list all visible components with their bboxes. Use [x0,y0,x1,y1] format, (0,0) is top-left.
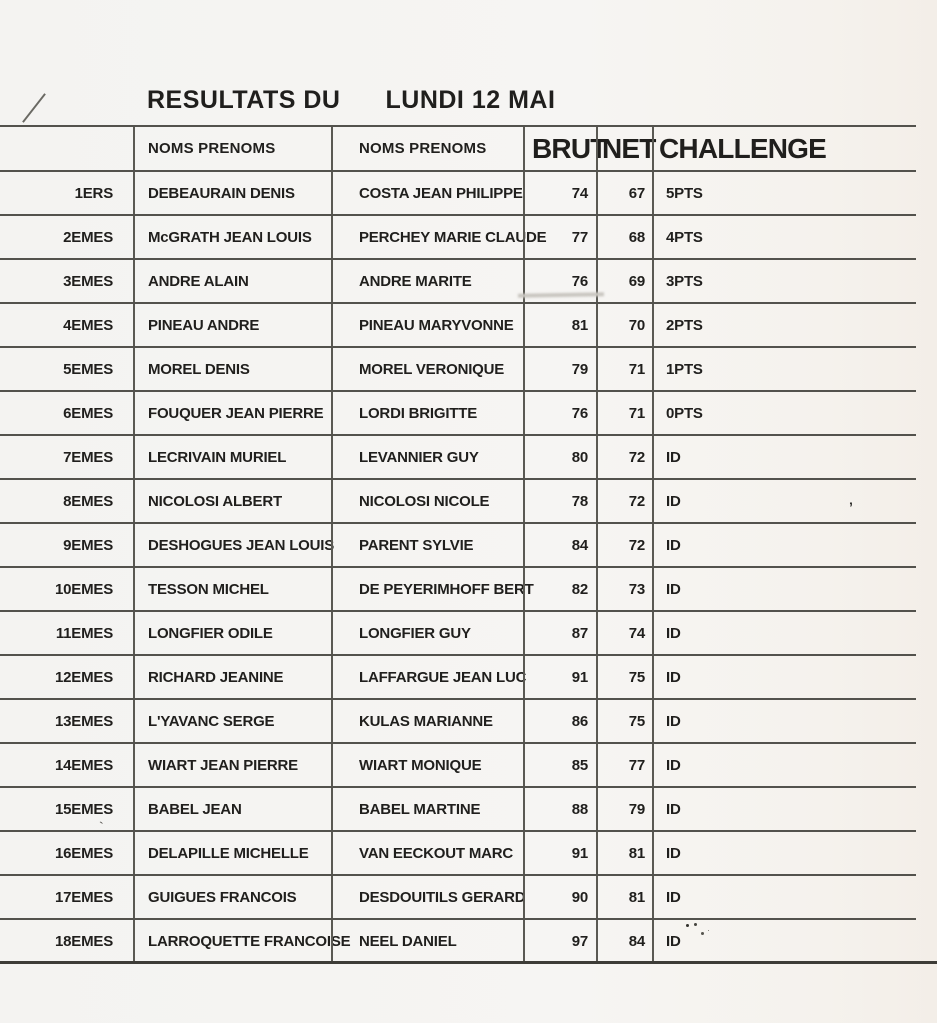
brut-score-cell: 91 [523,656,596,698]
player1-name-cell: LECRIVAIN MURIEL [133,436,331,478]
rank-cell: 16EMES [55,844,113,862]
challenge-cell: 2PTS [652,304,916,346]
stray-tick-mark: ՝ [99,819,106,835]
table-row [0,346,916,390]
brut-score-cell: 81 [523,304,596,346]
challenge-cell: 4PTS [652,216,916,258]
net-score-cell: 75 [596,700,652,742]
player2-name-cell: KULAS MARIANNE [331,700,523,742]
player1-name-cell: ANDRE ALAIN [133,260,331,302]
player1-name-cell: RICHARD JEANINE [133,656,331,698]
brut-score-cell: 78 [523,480,596,522]
rank-cell: 4EMES [63,316,113,334]
challenge-cell: ID [652,700,916,742]
table-row [0,610,916,654]
rank-cell: 17EMES [55,888,113,906]
player2-name-cell: DE PEYERIMHOFF BERT [331,568,523,610]
rank-cell: 14EMES [55,756,113,774]
challenge-column-header: CHALLENGE [652,127,916,170]
challenge-cell: ID [652,656,916,698]
rank-cell: 6EMES [63,404,113,422]
stray-apostrophe-mark: ’ [849,499,853,515]
player2-name-cell: NEEL DANIEL [331,920,523,962]
challenge-cell: ID [652,788,916,830]
brut-score-cell: 86 [523,700,596,742]
player2-name-cell: PERCHEY MARIE CLAUDE [331,216,523,258]
player2-name-cell: PINEAU MARYVONNE [331,304,523,346]
player2-name-cell: MOREL VERONIQUE [331,348,523,390]
table-row [0,434,916,478]
net-score-cell: 75 [596,656,652,698]
player1-column-header: NOMS PRENOMS [133,127,331,170]
net-score-cell: 72 [596,524,652,566]
player1-name-cell: LONGFIER ODILE [133,612,331,654]
table-row [0,830,916,874]
player1-name-cell: TESSON MICHEL [133,568,331,610]
table-row [0,874,916,918]
challenge-cell: ID [652,832,916,874]
player1-name-cell: McGRATH JEAN LOUIS [133,216,331,258]
player1-name-cell: L'YAVANC SERGE [133,700,331,742]
brut-score-cell: 97 [523,920,596,962]
net-score-cell: 81 [596,876,652,918]
table-header-row [0,125,916,170]
player2-name-cell: LONGFIER GUY [331,612,523,654]
player2-name-cell: DESDOUITILS GERARD [331,876,523,918]
brut-score-cell: 80 [523,436,596,478]
net-score-cell: 74 [596,612,652,654]
net-score-cell: 67 [596,172,652,214]
challenge-cell: ID [652,876,916,918]
table-row [0,302,916,346]
table-row [0,918,916,962]
table-row [0,654,916,698]
rank-cell: 15EMES [55,800,113,818]
challenge-cell: 1PTS [652,348,916,390]
player1-name-cell: MOREL DENIS [133,348,331,390]
table-bottom-rule [0,961,937,964]
table-row [0,214,916,258]
challenge-cell: ID [652,436,916,478]
brut-score-cell: 84 [523,524,596,566]
rank-column-header [0,127,133,170]
net-score-cell: 81 [596,832,652,874]
rank-cell: 10EMES [55,580,113,598]
player1-name-cell: DELAPILLE MICHELLE [133,832,331,874]
player1-name-cell: GUIGUES FRANCOIS [133,876,331,918]
brut-score-cell: 74 [523,172,596,214]
table-row [0,522,916,566]
rank-cell: 3EMES [63,272,113,290]
net-score-cell: 68 [596,216,652,258]
net-score-cell: 71 [596,392,652,434]
net-score-cell: 77 [596,744,652,786]
player2-name-cell: NICOLOSI NICOLE [331,480,523,522]
player2-name-cell: VAN EECKOUT MARC [331,832,523,874]
net-score-cell: 70 [596,304,652,346]
challenge-cell: ID [652,920,916,962]
player2-name-cell: BABEL MARTINE [331,788,523,830]
table-row [0,478,916,522]
brut-column-header: BRUT [523,127,596,170]
page-title-right: LUNDI 12 MAI [385,86,556,114]
rank-cell: 1ERS [74,184,113,202]
rank-cell: 13EMES [55,712,113,730]
rank-cell: 9EMES [63,536,113,554]
brut-score-cell: 79 [523,348,596,390]
results-table-body [0,170,916,962]
brut-score-cell: 91 [523,832,596,874]
table-row [0,170,916,214]
player1-name-cell: BABEL JEAN [133,788,331,830]
player1-name-cell: DEBEAURAIN DENIS [133,172,331,214]
table-row [0,566,916,610]
rank-cell: 2EMES [63,228,113,246]
player2-name-cell: LAFFARGUE JEAN LUC [331,656,523,698]
table-row [0,698,916,742]
table-row [0,786,916,830]
brut-score-cell: 77 [523,216,596,258]
rank-cell: 8EMES [63,492,113,510]
rank-cell: 5EMES [63,360,113,378]
player1-name-cell: LARROQUETTE FRANCOISE [133,920,331,962]
rank-cell: 11EMES [55,624,113,642]
net-score-cell: 79 [596,788,652,830]
rank-cell: 18EMES [55,932,113,950]
challenge-cell: 3PTS [652,260,916,302]
challenge-cell: 0PTS [652,392,916,434]
player1-name-cell: NICOLOSI ALBERT [133,480,331,522]
pen-slash-mark [22,93,46,123]
net-score-cell: 71 [596,348,652,390]
net-score-cell: 84 [596,920,652,962]
brut-score-cell: 88 [523,788,596,830]
player2-name-cell: ANDRE MARITE [331,260,523,302]
page-title-left: RESULTATS DU [147,86,341,114]
brut-score-cell: 85 [523,744,596,786]
table-row [0,390,916,434]
challenge-cell: ID [652,612,916,654]
challenge-cell: ID [652,480,916,522]
challenge-cell: ID [652,568,916,610]
player2-name-cell: LEVANNIER GUY [331,436,523,478]
challenge-cell: 5PTS [652,172,916,214]
player1-name-cell: PINEAU ANDRE [133,304,331,346]
table-row [0,258,916,302]
player2-name-cell: PARENT SYLVIE [331,524,523,566]
table-row [0,742,916,786]
player2-name-cell: COSTA JEAN PHILIPPE [331,172,523,214]
rank-cell: 12EMES [55,668,113,686]
page-title [147,86,555,115]
brut-score-cell: 76 [523,260,596,302]
net-column-header: NET [596,127,652,170]
stray-ink-dots [686,924,689,927]
player1-name-cell: DESHOGUES JEAN LOUIS [133,524,331,566]
challenge-cell: ID [652,744,916,786]
net-score-cell: 73 [596,568,652,610]
rank-cell: 7EMES [63,448,113,466]
challenge-cell: ID [652,524,916,566]
player2-name-cell: WIART MONIQUE [331,744,523,786]
net-score-cell: 72 [596,480,652,522]
results-table [0,125,916,962]
brut-score-cell: 76 [523,392,596,434]
brut-score-cell: 87 [523,612,596,654]
player2-name-cell: LORDI BRIGITTE [331,392,523,434]
net-score-cell: 72 [596,436,652,478]
brut-score-cell: 90 [523,876,596,918]
brut-score-cell: 82 [523,568,596,610]
player1-name-cell: FOUQUER JEAN PIERRE [133,392,331,434]
player2-column-header: NOMS PRENOMS [331,127,523,170]
player1-name-cell: WIART JEAN PIERRE [133,744,331,786]
net-score-cell: 69 [596,260,652,302]
